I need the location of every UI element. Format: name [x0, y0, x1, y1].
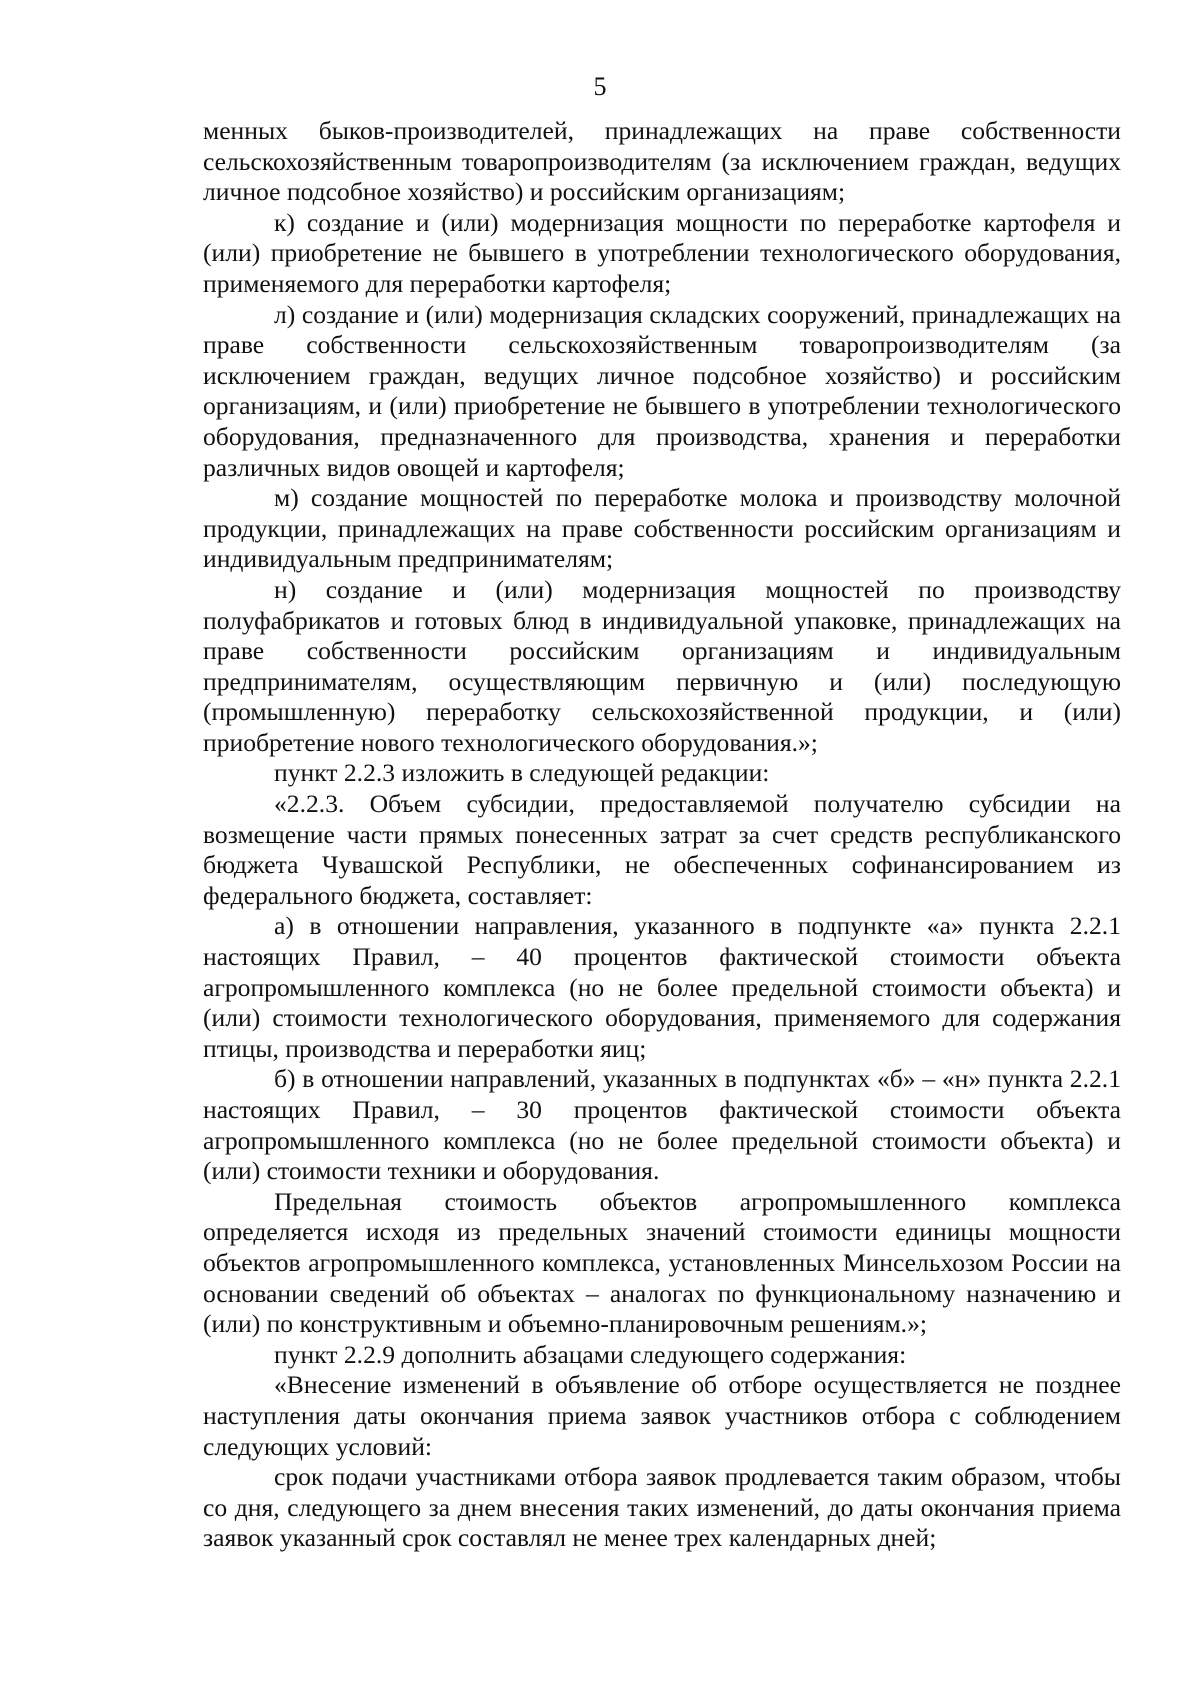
paragraph-deadline-extension: срок подачи участниками отбора заявок продлевается таким образом, чтобы со дня, следующего за днем внесения таких изменений, до даты окончания приема заявок указанный срок составлял не менее трех календарных дней;: [203, 1462, 1121, 1553]
paragraph-item-m: м) создание мощностей по переработке молока и производству молочной продукции, принадлежащих на праве собственности российским организациям и индивидуальным предпринимателям;: [203, 483, 1121, 574]
paragraph-clause-b: б) в отношении направлений, указанных в подпунктах «б» – «н» пункта 2.2.1 настоящих Правил, – 30 процентов фактической стоимости объекта агропромышленного комплекса (но не более предельной стоимости объекта) и (или) стоимости техники и оборудования.: [203, 1064, 1121, 1186]
paragraph-clause-a: а) в отношении направления, указанного в подпункте «а» пункта 2.2.1 настоящих Правил, – 40 процентов фактической стоимости объекта агропромышленного комплекса (но не более предельной стоимости объекта) и (или) стоимости технологического оборудования, применяемого для содержания птицы, производства и переработки яиц;: [203, 911, 1121, 1063]
paragraph-continuation: менных быков-производителей, принадлежащих на праве собственности сельскохозяйственным товаропроизводителям (за исключением граждан, ведущих личное подсобное хозяйство) и российским организациям;: [203, 116, 1121, 207]
paragraph-limit-cost: Предельная стоимость объектов агропромышленного комплекса определяется исходя из предельных значений стоимости единицы мощности объектов агропромышленного комплекса, установленных Минсельхозом России на основании сведений об объектах – аналогах по функциональному назначению и (или) по конструктивным и объемно-планировочным решениям.»;: [203, 1186, 1121, 1339]
paragraph-changes-announcement: «Внесение изменений в объявление об отборе осуществляется не позднее наступления даты окончания приема заявок участников отбора с соблюдением следующих условий:: [203, 1370, 1121, 1461]
paragraph-amend-2-2-9: пункт 2.2.9 дополнить абзацами следующего содержания:: [274, 1339, 907, 1369]
document-body: [203, 116, 1121, 1554]
paragraph-amend-2-2-3: пункт 2.2.3 изложить в следующей редакции:: [274, 758, 770, 788]
paragraph-item-n: н) создание и (или) модернизация мощностей по производству полуфабрикатов и готовых блюд в индивидуальной упаковке, принадлежащих на праве собственности российским организациям и индивидуальным предпринимателям, осуществляющим первичную и (или) последующую (промышленную) переработку сельскохозяйственной продукции, и (или) приобретение нового технологического оборудования.»;: [203, 574, 1121, 757]
page-number: 5: [593, 72, 607, 101]
paragraph-clause-2-2-3: «2.2.3. Объем субсидии, предоставляемой получателю субсидии на возмещение части прямых понесенных затрат за счет средств республиканского бюджета Чувашской Республики, не обеспеченных софинансированием из федерального бюджета, составляет:: [203, 789, 1121, 910]
paragraph-item-l: л) создание и (или) модернизация складских сооружений, принадлежащих на праве собственности сельскохозяйственным товаропроизводителям (за исключением граждан, ведущих личное подсобное хозяйство) и российским организациям, и (или) приобретение не бывшего в употреблении технологического оборудования, предназначенного для производства, хранения и переработки различных видов овощей и картофеля;: [203, 299, 1121, 482]
paragraph-item-k: к) создание и (или) модернизация мощности по переработке картофеля и (или) приобретение не бывшего в употреблении технологического оборудования, применяемого для переработки картофеля;: [203, 207, 1121, 298]
